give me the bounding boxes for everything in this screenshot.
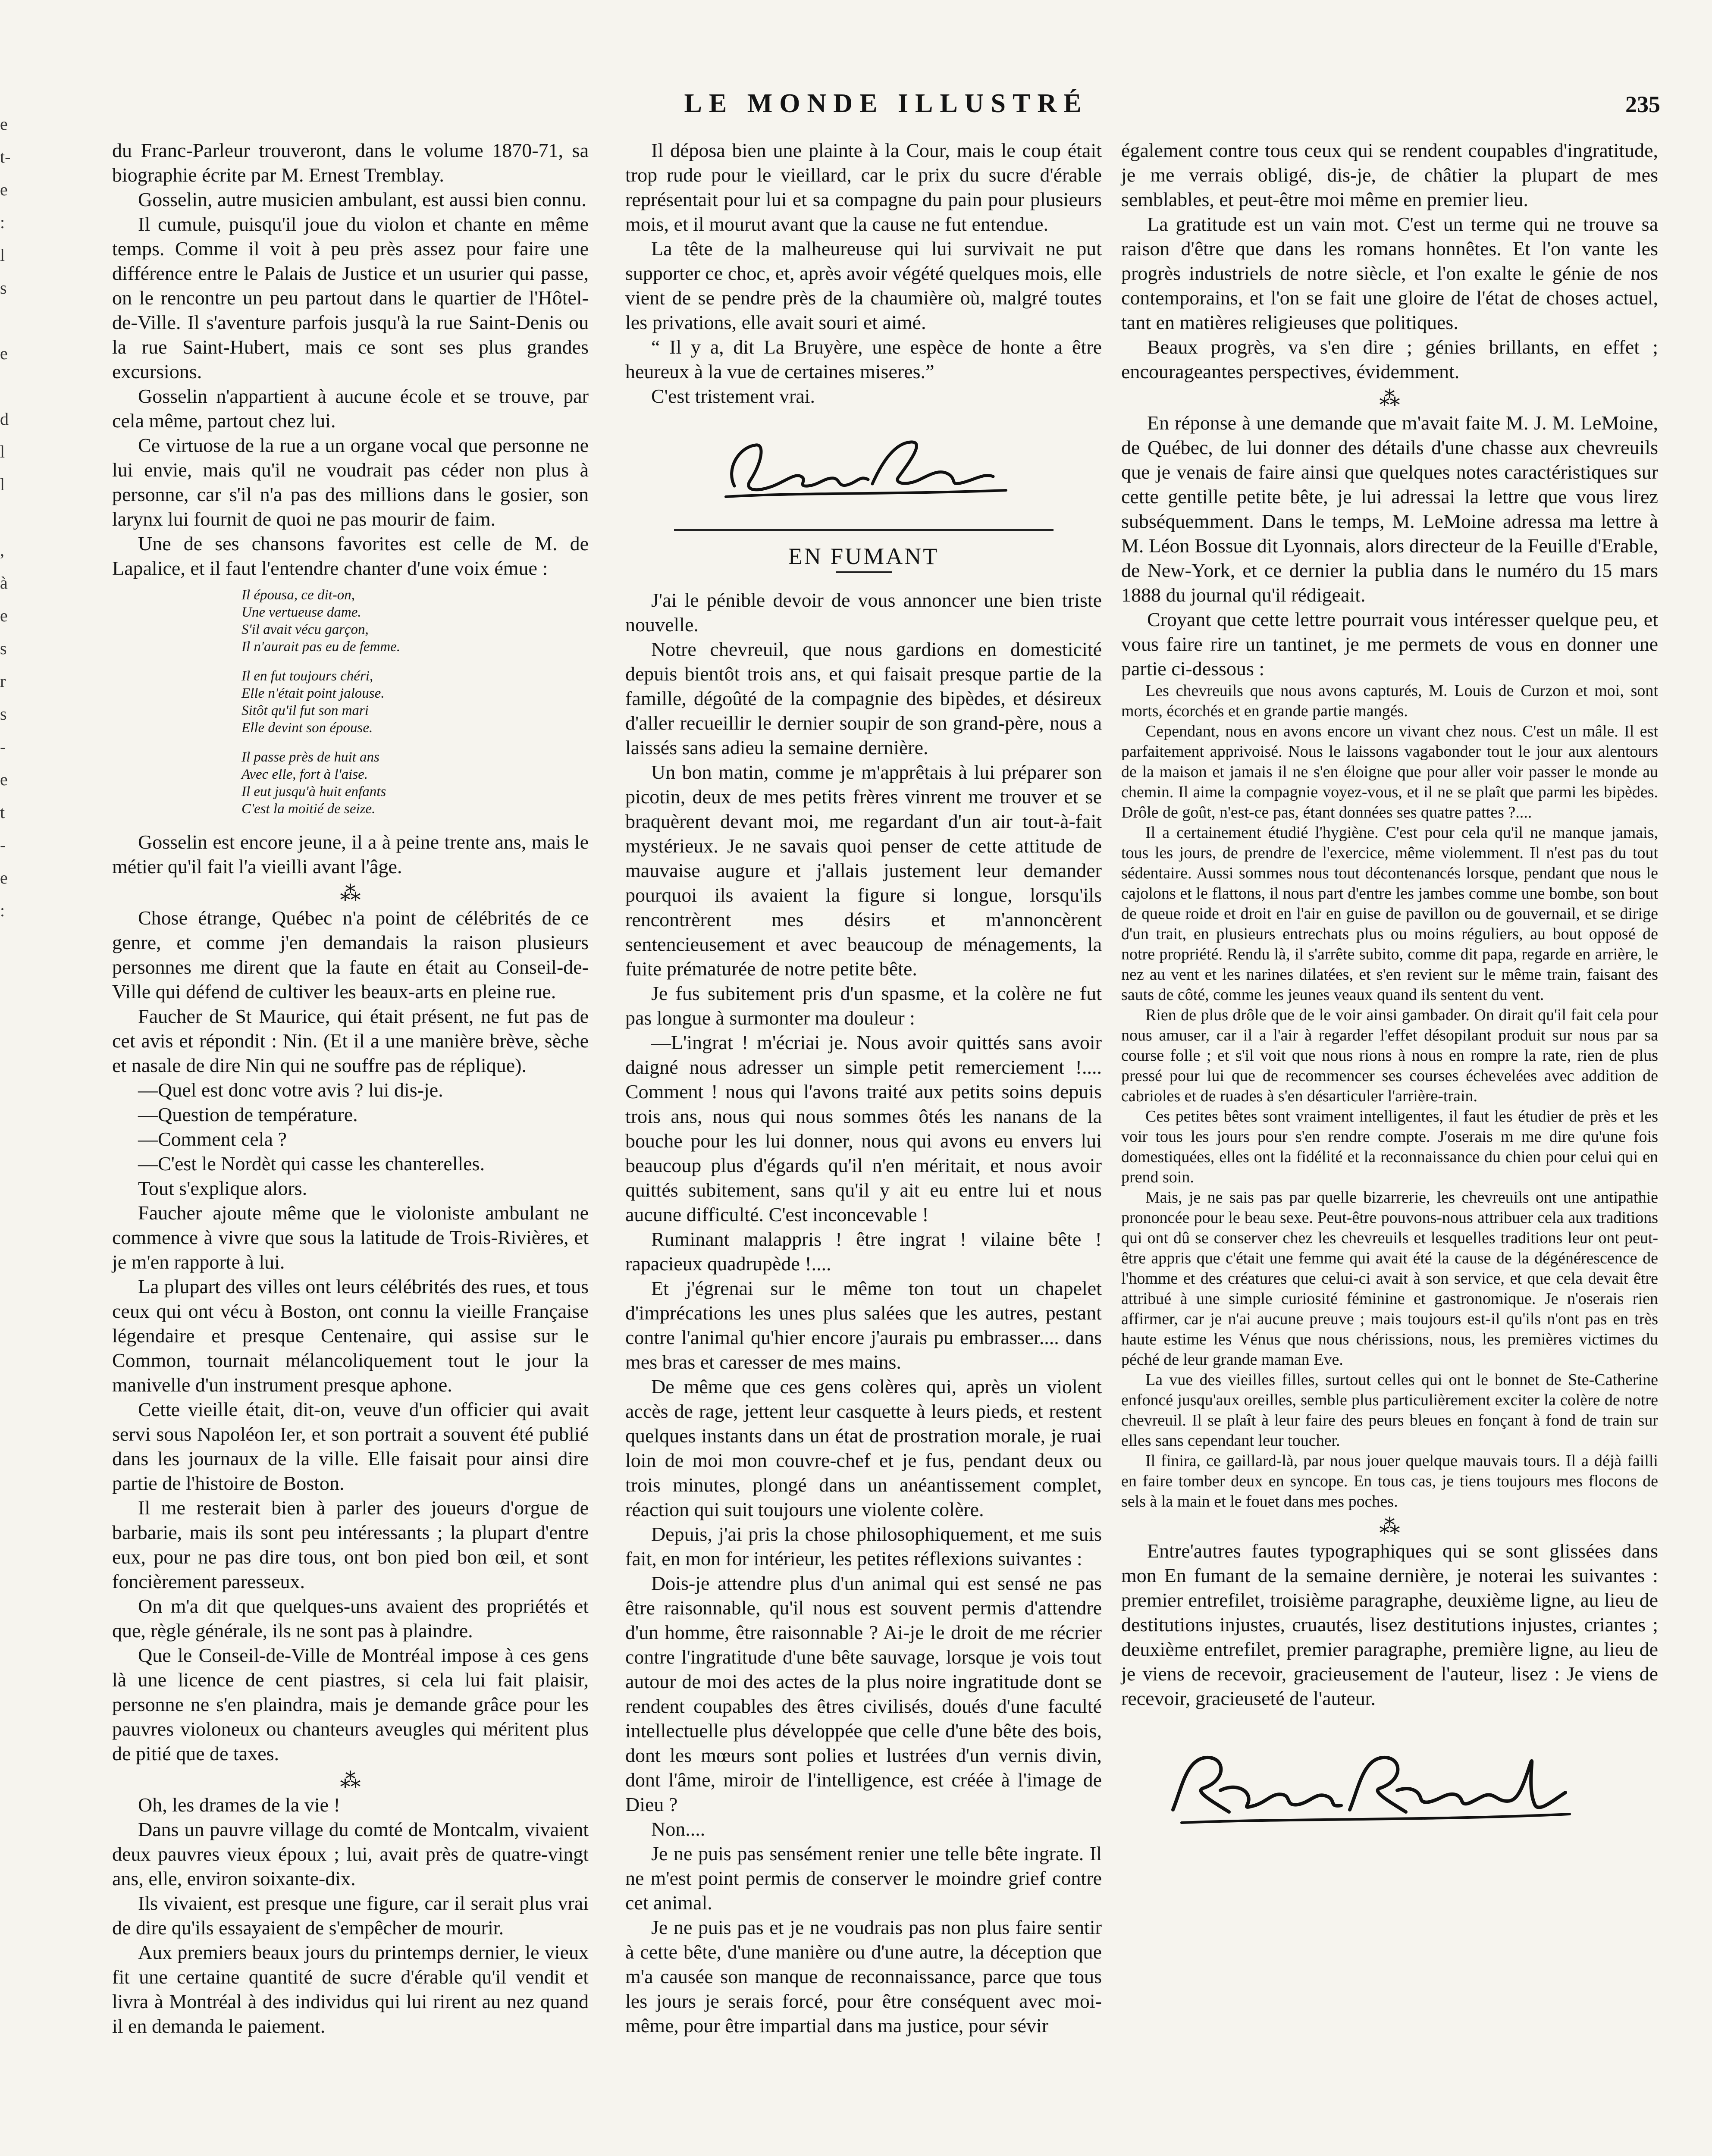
letter-paragraph: La vue des vieilles filles, surtout celles qui ont le bonnet de Ste-Catherine enfoncé jusqu'aux oreilles, semble plus particulièrement exciter la colère de notre chevreuil. Il se plaît à leur faire des peurs bleues en fonçant à fond de train sur elles sans cependant leur toucher. xyxy=(1121,1371,1658,1450)
verse-line: Sitôt qu'il fut son mari xyxy=(241,703,369,718)
paragraph: On m'a dit que quelques-uns avaient des propriétés et que, règle générale, ils ne sont pas à plaindre. xyxy=(112,1595,589,1642)
paragraph: En réponse à une demande que m'avait faite M. J. M. LeMoine, de Québec, de lui donner des détails d'une chasse aux chevreuils que je venais de faire ainsi que quelques notes caractéristiques sur cette gentille petite bête, je lui adressai la lettre que vous lirez subséquemment. Dans le temps, M. LeMoine adressa ma lettre à M. Léon Bossue dit Lyonnais, alors directeur de la Feuille d'Erable, de New-York, et ce dernier la publia dans le numéro du 15 mars 1888 du journal qu'il rédigeait. xyxy=(1121,412,1658,606)
verse-line: Avec elle, fort à l'aise. xyxy=(241,767,368,782)
section-dinkus: ⁂ xyxy=(1379,1515,1400,1538)
paragraph: Et j'égrenai sur le même ton tout un chapelet d'imprécations les unes plus salées que les autres, pestant contre l'animal qu'hier encore j'aurais pu embrasser.... dans mes bras et caresser de mes mains. xyxy=(625,1277,1102,1373)
paragraph: Je ne puis pas et je ne voudrais pas non plus faire sentir à cette bête, d'une manière ou d'une autre, la déception que m'a causée son manque de reconnaissance, parce que tous les jours je serais forcé, pour être conséquent avec moi-même, pour être impartial dans ma justice, pour sévir xyxy=(625,1916,1102,2037)
letter-paragraph: Cependant, nous en avons encore un vivant chez nous. C'est un mâle. Il est parfaitement apprivoisé. Nous le laissons vagabonder tout le jour aux alentours de la maison et jamais il ne s'en éloigne que pour aller voir passer le monde au chemin. Il aime la compagnie voyez-vous, et il ne se plaît que parmi les bipèdes. Drôle de goût, n'est-ce pas, étant données ses quatre pattes ?.... xyxy=(1121,722,1658,821)
paragraph: Il cumule, puisqu'il joue du violon et chante en même temps. Comme il voit à peu près assez pour faire une différence entre le Palais de Justice et un usurier qui passe, on le rencontre un peu partout dans le quartier de l'Hôtel-de-Ville. Il s'aventure parfois jusqu'à la rue Saint-Denis ou la rue Saint-Hubert, mais ce sont ses plus grandes excursions. xyxy=(112,213,589,382)
paragraph: Un bon matin, comme je m'apprêtais à lui préparer son picotin, deux de mes petits frères vinrent me trouver et se braquèrent devant moi, me regardant d'un air tout-à-fait mystérieux. Je ne savais quoi penser de cette attitude de mauvaise augure et j'allais justement leur demander pourquoi ils avaient la figure si longue, lorsqu'ils rencontrèrent mes désirs et m'annoncèrent sentencieusement et avec beaucoup de ménagements, la fuite prématurée de notre petite bête. xyxy=(625,761,1102,980)
paragraph: De même que ces gens colères qui, après un violent accès de rage, jettent leur casquette à leurs pieds, et restent quelques instants dans un état de prostration morale, je ruai loin de moi mon couvre-chef et je fus, pendant deux ou trois minutes, plongé dans un anéantissement complet, réaction qui suit toujours une violente colère. xyxy=(625,1376,1102,1520)
paragraph: La plupart des villes ont leurs célébrités des rues, et tous ceux qui ont vécu à Boston, ont connu la vieille Française légendaire et presque Centenaire, qui assise sur le Common, tournait mélancoliquement tout le jour la manivelle d'un instrument presque aphone. xyxy=(112,1275,589,1396)
paragraph: Il me resterait bien à parler des joueurs d'orgue de barbarie, mais ils sont peu intéressants ; la plupart d'entre eux, pour ne pas dire tous, ont bon pied bon œil, et sont foncièrement paresseux. xyxy=(112,1497,589,1592)
letter-paragraph: Il a certainement étudié l'hygiène. C'est pour cela qu'il ne manque jamais, tous les jours, de prendre de l'exercice, même violemment. Il n'est pas du tout sédentaire. Aussi sommes nous tout décontenancés lorsque, pendant que nous le cajolons et le flattons, il nous part d'entre les jambes comme une bombe, son bout de queue roide et droit en l'air en guise de pavillon ou de gouvernail, et se dirige d'un trait, en plusieurs entrechats plus ou moins réguliers, au bout opposé de notre propriété. Rendu là, il s'arrête subito, comme dit papa, regarde en arrière, le nez au vent et les narines dilatées, et s'en revient sur le même train, faisant des sauts de côté, comme les jeunes veaux quand ils sentent du vent. xyxy=(1121,824,1658,1004)
dialogue-line: —Quel est donc votre avis ? lui dis-je. xyxy=(138,1079,443,1101)
section-title: EN FUMANT xyxy=(788,543,939,569)
page-number: 235 xyxy=(1625,91,1660,117)
paragraph: Dois-je attendre plus d'un animal qui est sensé ne pas être raisonnable, qu'il nous est souvent permis d'attendre d'un homme, être raisonnable ? Ai-je le droit de me récrier contre l'ingratitude d'une bête sauvage, lorsque je vois tout autour de moi des actes de la plus noire ingratitude dont se rendent coupables des êtres civilisés, doués d'une faculté intellectuelle plus développée que celle d'une bête des bois, dont les mœurs sont polies et lustrées d'un vernis divin, dont l'âme, miroir de l'intelligence, est créée à l'image de Dieu ? xyxy=(625,1572,1102,1815)
section-dinkus: ⁂ xyxy=(340,882,361,905)
paragraph: Cette vieille était, dit-on, veuve d'un officier qui avait servi sous Napoléon Ier, et son portrait a souvent été publié dans les journaux de la ville. Elle faisait pour ainsi dire partie de l'histoire de Boston. xyxy=(112,1398,589,1494)
column-1 xyxy=(112,138,589,2156)
paragraph: Une de ses chansons favorites est celle de M. de Lapalice, et il faut l'entendre chanter d'une voix émue : xyxy=(112,533,589,579)
paragraph: Ruminant malappris ! être ingrat ! vilaine bête ! rapacieux quadrupède !.... xyxy=(625,1228,1102,1275)
section-dinkus: ⁂ xyxy=(340,1769,361,1792)
verse-line: Elle devint son épouse. xyxy=(241,720,373,736)
verse-line: Il eut jusqu'à huit enfants xyxy=(241,784,386,799)
paragraph: Non.... xyxy=(651,1818,705,1840)
paragraph: Aux premiers beaux jours du printemps dernier, le vieux fit une certaine quantité de sucre d'érable qu'il vendit et livra à Montréal à des individus qui lui rirent au nez quand il en demanda le paiement. xyxy=(112,1941,589,2037)
letter-paragraph: Rien de plus drôle que de le voir ainsi gambader. On dirait qu'il fait cela pour nous amuser, car il a l'air à regarder l'effet désopilant produit sur nous par sa course folle ; et s'il voit que nous rions à nous en rompre la rate, rien de plus pressé pour lui que de recommencer ses courses échevelées avec addition de cabrioles et de ruades à s'en désarticuler l'arrière-train. xyxy=(1121,1006,1658,1105)
paragraph: Gosselin, autre musicien ambulant, est aussi bien connu. xyxy=(138,188,586,210)
paragraph: Depuis, j'ai pris la chose philosophiquement, et me suis fait, en mon for intérieur, les petites réflexions suivantes : xyxy=(625,1523,1102,1570)
verse-line: C'est la moitié de seize. xyxy=(241,801,376,817)
paragraph: C'est tristement vrai. xyxy=(651,385,815,407)
paragraph: Croyant que cette lettre pourrait vous intéresser quelque peu, et vous faire rire un tantinet, je me permets de vous en donner une partie ci-dessous : xyxy=(1121,608,1658,680)
dialogue-line: —C'est le Nordèt qui casse les chanterelles. xyxy=(138,1153,485,1175)
paragraph: Je fus subitement pris d'un spasme, et la colère ne fut pas longue à surmonter ma douleur : xyxy=(625,982,1102,1029)
paragraph: Faucher ajoute même que le violoniste ambulant ne commence à vivre que sous la latitude de Trois-Rivières, et je m'en rapporte à lui. xyxy=(112,1202,589,1273)
letter-paragraph: Mais, je ne sais pas par quelle bizarrerie, les chevreuils ont une antipathie prononcée pour le beau sexe. Peut-être pouvons-nous attribuer cela aux traditions qui ont dû se conserver chez les chevreuils et lesquelles traditions leur ont peut-être appris que c'était une femme qui avait été la cause de la dégénérescence de l'homme et des créatures que celui-ci avait à son service, et que cela devait être attribué à une simple curiosité féminine et gastronomique. Je n'oserais rien affirmer, car je n'ai aucune preuve ; mais toujours est-il qu'ils n'ont pas en très haute estime les Vénus que nous chérissions, nous, les premières victimes du péché de leur grande maman Eve. xyxy=(1121,1188,1658,1369)
verse-line: Une vertueuse dame. xyxy=(241,605,361,620)
section-dinkus: ⁂ xyxy=(1379,387,1400,410)
paragraph: Tout s'explique alors. xyxy=(138,1177,307,1199)
paragraph: La gratitude est un vain mot. C'est un terme qui ne trouve sa raison d'être que dans les romans honnêtes. Et l'on vante les progrès industriels de notre siècle, et l'on exalte le génie de nos contemporains, et l'on se fait une gloire de l'état de choses actuel, tant en matières religieuses que politiques. xyxy=(1121,213,1658,333)
stanza xyxy=(241,667,589,736)
paragraph: Chose étrange, Québec n'a point de célébrités de ce genre, et comme j'en demandais la raison plusieurs personnes me dirent que la faute en était au Conseil-de-Ville qui défend de cultiver les beaux-arts en pleine rue. xyxy=(112,907,589,1003)
verse-line: Elle n'était point jalouse. xyxy=(241,686,385,701)
paragraph: Gosselin est encore jeune, il a à peine trente ans, mais le métier qu'il fait l'a vieilli avant l'âge. xyxy=(112,831,589,877)
paragraph: Je ne puis pas sensément renier une telle bête ingrate. Il ne m'est point permis de conserver le moindre grief contre cet animal. xyxy=(625,1843,1102,1914)
signature-leon-ledieu xyxy=(709,421,1019,512)
signature-raoul-renault xyxy=(1156,1736,1587,1840)
paragraph: Il déposa bien une plainte à la Cour, mais le coup était trop rude pour le vieillard, car le prix du sucre d'érable représentait pour lui et sa compagne du pain pour plusieurs mois, et il mourut avant que la cause ne fut entendue. xyxy=(625,139,1102,235)
paragraph: Ils vivaient, est presque une figure, car il serait plus vrai de dire qu'ils essayaient de s'empêcher de mourir. xyxy=(112,1892,589,1939)
letter-paragraph: Ces petites bêtes sont vraiment intelligentes, il faut les étudier de près et les voir tous les jours pour s'en rendre compte. J'oserais m me dire qu'une fois domestiquées, elles ont la fidélité et la reconnaissance du chien pour celui qui en prend soin. xyxy=(1121,1107,1658,1186)
dialogue-line: —Comment cela ? xyxy=(138,1128,287,1150)
verse-line: Il n'aurait pas eu de femme. xyxy=(241,639,401,655)
letter-paragraph: Les chevreuils que nous avons capturés, M. Louis de Curzon et moi, sont morts, écorchés et en grande partie mangés. xyxy=(1121,682,1658,720)
verse-line: Il en fut toujours chéri, xyxy=(241,668,373,684)
letter-paragraph: Il finira, ce gaillard-là, par nous jouer quelque mauvais tours. Il a déjà failli en faire tomber deux en syncope. En tous cas, je tiens toujours mes flocons de sels à la main et le fouet dans mes poches. xyxy=(1121,1452,1658,1510)
song-verse xyxy=(241,586,589,818)
verse-line: S'il avait vécu garçon, xyxy=(241,622,369,637)
column-3 xyxy=(1121,138,1658,2156)
paragraph: La tête de la malheureuse qui lui survivait ne put supporter ce choc, et, après avoir végété quelques mois, elle vient de se pendre près de la chaumière où, malgré toutes les privations, elle avait souri et aimé. xyxy=(625,238,1102,333)
quoted-letter xyxy=(1121,681,1658,1512)
paragraph: également contre tous ceux qui se rendent coupables d'ingratitude, je me verrais obligé, dis-je, de châtier la plupart de mes semblables, et peut-être moi même en premier lieu. xyxy=(1121,139,1658,210)
paragraph: Que le Conseil-de-Ville de Montréal impose à ces gens là une licence de cent piastres, si cela lui fait plaisir, personne ne s'en plaindra, mais je demande grâce pour les pauvres violoneux ou chanteurs aveugles qui méritent plus de pitié que de taxes. xyxy=(112,1644,589,1764)
paragraph: Entre'autres fautes typographiques qui se sont glissées dans mon En fumant de la semaine dernière, je noterai les suivantes : premier entrefilet, troisième paragraphe, deuxième ligne, au lieu de destitutions injustes, cruautés, lisez destitutions injustes, criantes ; deuxième entrefilet, premier paragraphe, première ligne, au lieu de je viens de recevoir, gracieusement de l'auteur, lisez : Je viens de recevoir, gracieuseté de l'auteur. xyxy=(1121,1540,1658,1709)
dialogue-line: —Question de température. xyxy=(138,1103,358,1125)
quotation: “ Il y a, dit La Bruyère, une espèce de honte a être heureux à la vue de certaines miseres.” xyxy=(625,336,1102,382)
paragraph: Ce virtuose de la rue a un organe vocal que personne ne lui envie, mais qu'il ne voudrait pas céder non plus à personne, car s'il n'a pas des millions dans le gosier, son larynx lui fournit de quoi ne pas mourir de faim. xyxy=(112,434,589,530)
paragraph: —L'ingrat ! m'écriai je. Nous avoir quittés sans avoir daigné nous adresser un simple petit remerciement !.... Comment ! nous qui l'avons traité aux petits soins depuis trois ans, nous qui nous sommes ôtés les nanans de la bouche pour les lui donner, nous qui avons eu envers lui beaucoup plus d'égards qu'il n'en méritait, et nous avoir quittés subitement, sans qu'il y ait eu entre lui et nous aucune difficulté. C'est inconcevable ! xyxy=(625,1031,1102,1225)
paragraph: du Franc-Parleur trouveront, dans le volume 1870-71, sa biographie écrite par M. Ernest Tremblay. xyxy=(112,139,589,186)
paragraph: Notre chevreuil, que nous gardions en domesticité depuis bientôt trois ans, et qui faisait presque partie de la famille, dégoûté de la compagnie des bipèdes, et désireux d'aller recueillir le dernier soupir de son grand-père, nous a laissés sans adieu la semaine dernière. xyxy=(625,638,1102,758)
paragraph: J'ai le pénible devoir de vous annoncer une bien triste nouvelle. xyxy=(625,589,1102,636)
paragraph: Oh, les drames de la vie ! xyxy=(138,1794,340,1816)
verse-line: Il passe près de huit ans xyxy=(241,749,379,765)
title-underline xyxy=(836,571,892,573)
margin-text-fragment: e t- e : l s e d l l , à e s r s - e t - e : xyxy=(0,114,11,920)
page-header xyxy=(112,88,1660,127)
masthead-title: LE MONDE ILLUSTRÉ xyxy=(684,89,1088,118)
verse-line: Il épousa, ce dit-on, xyxy=(241,587,355,603)
stanza xyxy=(241,749,589,818)
section-divider xyxy=(674,529,1054,531)
paragraph: Gosselin n'appartient à aucune école et se trouve, par cela même, partout chez lui. xyxy=(112,385,589,432)
stanza xyxy=(241,586,589,655)
paragraph: Faucher de St Maurice, qui était présent, ne fut pas de cet avis et répondit : Nin. (Et il a une manière brève, sèche et nasale de dire Nin qui ne souffre pas de réplique). xyxy=(112,1005,589,1076)
column-2 xyxy=(625,138,1102,2156)
paragraph: Dans un pauvre village du comté de Montcalm, vivaient deux pauvres vieux époux ; lui, avait près de quatre-vingt ans, elle, environ soixante-dix. xyxy=(112,1818,589,1890)
paragraph: Beaux progrès, va s'en dire ; génies brillants, en effet ; encourageantes perspectives, évidemment. xyxy=(1121,336,1658,382)
